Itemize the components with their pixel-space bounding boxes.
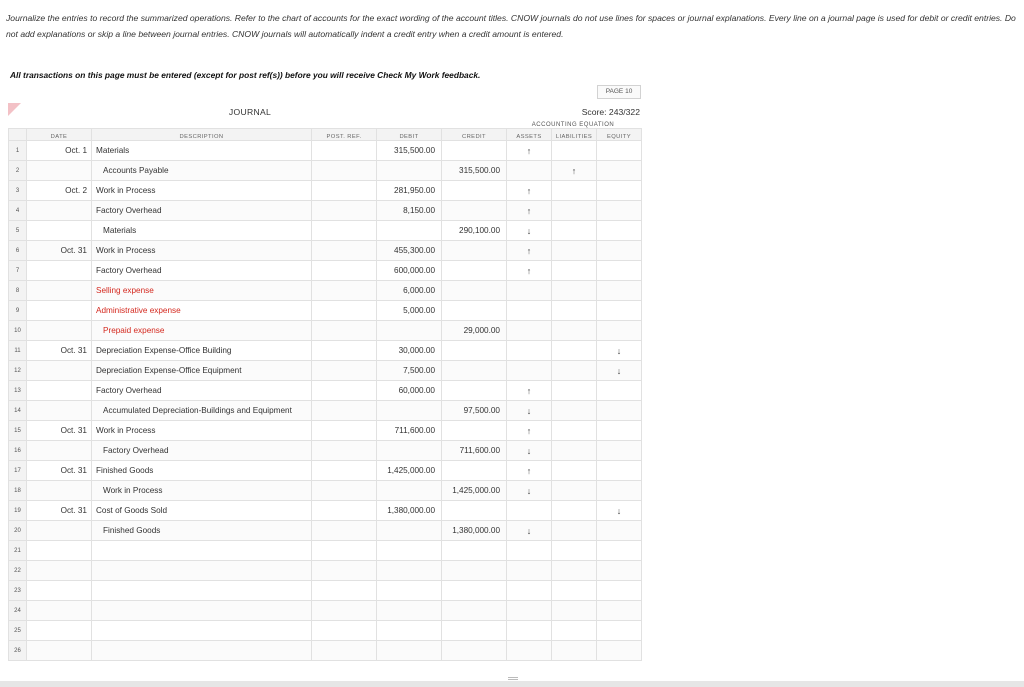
date-cell[interactable]	[27, 541, 92, 561]
debit-cell[interactable]: 5,000.00	[377, 301, 442, 321]
date-cell[interactable]	[27, 221, 92, 241]
row-number: 1	[9, 141, 27, 161]
debit-cell[interactable]: 315,500.00	[377, 141, 442, 161]
date-header: DATE	[27, 129, 92, 141]
credit-cell[interactable]	[442, 201, 507, 221]
post-ref-cell[interactable]	[312, 521, 377, 541]
post-ref-cell[interactable]	[312, 401, 377, 421]
date-cell[interactable]: Oct. 31	[27, 341, 92, 361]
description-cell[interactable]: Finished Goods	[92, 461, 312, 481]
journal-row	[9, 261, 642, 281]
equity-cell[interactable]	[597, 181, 642, 201]
post-ref-cell[interactable]	[312, 421, 377, 441]
credit-cell[interactable]: 97,500.00	[442, 401, 507, 421]
score-display: Score: 243/322	[581, 107, 640, 117]
description-cell[interactable]	[92, 601, 312, 621]
equity-cell[interactable]	[597, 641, 642, 661]
assets-cell[interactable]: ↑	[507, 141, 552, 161]
date-cell[interactable]	[27, 161, 92, 181]
equity-cell[interactable]	[597, 281, 642, 301]
date-cell[interactable]: Oct. 2	[27, 181, 92, 201]
assets-cell[interactable]: ↓	[507, 441, 552, 461]
assets-cell[interactable]	[507, 321, 552, 341]
post-ref-cell[interactable]	[312, 201, 377, 221]
post-ref-cell[interactable]	[312, 341, 377, 361]
credit-cell[interactable]	[442, 381, 507, 401]
post-ref-cell[interactable]	[312, 541, 377, 561]
date-cell[interactable]	[27, 401, 92, 421]
description-cell[interactable]: Materials	[92, 141, 312, 161]
equity-cell[interactable]	[597, 301, 642, 321]
row-number: 18	[9, 481, 27, 501]
description-cell[interactable]: Work in Process	[92, 481, 312, 501]
assets-cell[interactable]: ↑	[507, 241, 552, 261]
journal-row	[9, 541, 642, 561]
credit-cell[interactable]: 711,600.00	[442, 441, 507, 461]
error-flag-icon	[8, 103, 21, 116]
instructions-text: Journalize the entries to record the summarized operations. Refer to the chart of accounts for the exact wording of the account titles. CNOW journals do not use lines for spaces or journal explanations. Every line on a journal page is used for debit or credit entries. Do not add explanations or skip a line between journal entries. CNOW journals will automatically indent a credit entry when a credit amount is entered.	[6, 13, 1016, 39]
date-cell[interactable]	[27, 621, 92, 641]
accounting-equation-header: ACCOUNTING EQUATION	[531, 122, 615, 128]
journal-row	[9, 441, 642, 461]
liabilities-cell[interactable]	[552, 481, 597, 501]
post-ref-cell[interactable]	[312, 441, 377, 461]
assets-cell[interactable]	[507, 641, 552, 661]
equity-cell[interactable]	[597, 601, 642, 621]
assets-cell[interactable]: ↑	[507, 201, 552, 221]
credit-cell[interactable]	[442, 301, 507, 321]
debit-cell[interactable]: 455,300.00	[377, 241, 442, 261]
description-cell[interactable]: Work in Process	[92, 181, 312, 201]
equity-cell[interactable]	[597, 161, 642, 181]
row-number: 10	[9, 321, 27, 341]
liabilities-cell[interactable]	[552, 341, 597, 361]
assets-cell[interactable]	[507, 541, 552, 561]
description-cell[interactable]: Materials	[92, 221, 312, 241]
equity-cell[interactable]	[597, 561, 642, 581]
date-cell[interactable]	[27, 201, 92, 221]
debit-cell[interactable]: 7,500.00	[377, 361, 442, 381]
journal-row	[9, 421, 642, 441]
journal-row	[9, 161, 642, 181]
journal-row	[9, 461, 642, 481]
liabilities-cell[interactable]	[552, 201, 597, 221]
credit-cell[interactable]	[442, 341, 507, 361]
journal-row	[9, 301, 642, 321]
post-ref-cell[interactable]	[312, 561, 377, 581]
journal-row	[9, 181, 642, 201]
description-cell[interactable]	[92, 541, 312, 561]
credit-cell[interactable]	[442, 281, 507, 301]
journal-row	[9, 281, 642, 301]
debit-cell[interactable]	[377, 321, 442, 341]
post-ref-cell[interactable]	[312, 581, 377, 601]
row-number: 20	[9, 521, 27, 541]
assets-cell[interactable]: ↑	[507, 381, 552, 401]
debit-cell[interactable]: 60,000.00	[377, 381, 442, 401]
debit-header: DEBIT	[377, 129, 442, 141]
description-cell[interactable]: Cost of Goods Sold	[92, 501, 312, 521]
row-number: 9	[9, 301, 27, 321]
date-cell[interactable]	[27, 261, 92, 281]
date-cell[interactable]	[27, 361, 92, 381]
post-ref-cell[interactable]	[312, 461, 377, 481]
check-work-notice: All transactions on this page must be entered (except for post ref(s)) before you will receive Check My Work feedback.	[10, 70, 481, 80]
journal-row	[9, 581, 642, 601]
journal-row	[9, 201, 642, 221]
liabilities-cell[interactable]	[552, 321, 597, 341]
post-ref-cell[interactable]	[312, 321, 377, 341]
liabilities-cell[interactable]	[552, 561, 597, 581]
post-ref-cell[interactable]	[312, 181, 377, 201]
assets-cell[interactable]: ↑	[507, 261, 552, 281]
equity-cell[interactable]	[597, 481, 642, 501]
equity-cell[interactable]: ↓	[597, 501, 642, 521]
description-cell[interactable]: Factory Overhead	[92, 441, 312, 461]
post-ref-cell[interactable]	[312, 301, 377, 321]
credit-cell[interactable]	[442, 581, 507, 601]
journal-row	[9, 561, 642, 581]
liabilities-cell[interactable]	[552, 501, 597, 521]
post-ref-cell[interactable]	[312, 641, 377, 661]
row-number: 24	[9, 601, 27, 621]
liabilities-cell[interactable]	[552, 601, 597, 621]
description-cell[interactable]	[92, 641, 312, 661]
description-header: DESCRIPTION	[92, 129, 312, 141]
equity-cell[interactable]	[597, 381, 642, 401]
row-number: 3	[9, 181, 27, 201]
credit-cell[interactable]	[442, 141, 507, 161]
debit-cell[interactable]	[377, 621, 442, 641]
equity-cell[interactable]	[597, 321, 642, 341]
description-cell[interactable]: Factory Overhead	[92, 261, 312, 281]
assets-cell[interactable]: ↓	[507, 401, 552, 421]
post-ref-cell[interactable]	[312, 621, 377, 641]
credit-header: CREDIT	[442, 129, 507, 141]
date-cell[interactable]	[27, 581, 92, 601]
equity-cell[interactable]	[597, 141, 642, 161]
journal-row	[9, 141, 642, 161]
description-cell[interactable]: Selling expense	[92, 281, 312, 301]
assets-cell[interactable]	[507, 301, 552, 321]
description-cell[interactable]	[92, 561, 312, 581]
description-cell[interactable]: Depreciation Expense-Office Equipment	[92, 361, 312, 381]
journal-row	[9, 641, 642, 661]
journal-header-row	[9, 129, 642, 141]
post-ref-cell[interactable]	[312, 261, 377, 281]
journal-row	[9, 401, 642, 421]
liabilities-cell[interactable]	[552, 261, 597, 281]
liabilities-cell[interactable]	[552, 401, 597, 421]
debit-cell[interactable]	[377, 441, 442, 461]
debit-cell[interactable]	[377, 401, 442, 421]
description-cell[interactable]: Work in Process	[92, 241, 312, 261]
liabilities-cell[interactable]	[552, 301, 597, 321]
journal-table	[8, 128, 642, 661]
debit-cell[interactable]	[377, 601, 442, 621]
liabilities-cell[interactable]	[552, 361, 597, 381]
row-number: 7	[9, 261, 27, 281]
liabilities-cell[interactable]	[552, 521, 597, 541]
date-cell[interactable]: Oct. 31	[27, 241, 92, 261]
post-ref-cell[interactable]	[312, 381, 377, 401]
journal-row	[9, 521, 642, 541]
liabilities-cell[interactable]	[552, 621, 597, 641]
debit-cell[interactable]: 1,425,000.00	[377, 461, 442, 481]
liabilities-cell[interactable]	[552, 141, 597, 161]
date-cell[interactable]	[27, 281, 92, 301]
row-number: 2	[9, 161, 27, 181]
assets-cell[interactable]: ↑	[507, 181, 552, 201]
debit-cell[interactable]	[377, 541, 442, 561]
assets-cell[interactable]	[507, 581, 552, 601]
assets-header: ASSETS	[507, 129, 552, 141]
equity-cell[interactable]	[597, 621, 642, 641]
equity-cell[interactable]	[597, 441, 642, 461]
liabilities-cell[interactable]	[552, 281, 597, 301]
credit-cell[interactable]	[442, 561, 507, 581]
credit-cell[interactable]	[442, 461, 507, 481]
row-number: 13	[9, 381, 27, 401]
credit-cell[interactable]	[442, 181, 507, 201]
journal-row	[9, 621, 642, 641]
post-ref-cell[interactable]	[312, 501, 377, 521]
equity-cell[interactable]: ↓	[597, 341, 642, 361]
liabilities-cell[interactable]	[552, 241, 597, 261]
row-number: 25	[9, 621, 27, 641]
assets-cell[interactable]	[507, 161, 552, 181]
assets-cell[interactable]	[507, 561, 552, 581]
equity-cell[interactable]	[597, 261, 642, 281]
credit-cell[interactable]	[442, 241, 507, 261]
row-number: 23	[9, 581, 27, 601]
date-cell[interactable]	[27, 521, 92, 541]
assets-cell[interactable]: ↑	[507, 421, 552, 441]
row-number: 21	[9, 541, 27, 561]
equity-cell[interactable]	[597, 201, 642, 221]
post-ref-cell[interactable]	[312, 361, 377, 381]
liabilities-cell[interactable]	[552, 421, 597, 441]
liabilities-cell[interactable]	[552, 461, 597, 481]
date-cell[interactable]	[27, 601, 92, 621]
date-cell[interactable]	[27, 441, 92, 461]
liabilities-cell[interactable]	[552, 181, 597, 201]
post-ref-cell[interactable]	[312, 141, 377, 161]
post-ref-cell[interactable]	[312, 241, 377, 261]
date-cell[interactable]	[27, 321, 92, 341]
assets-cell[interactable]: ↑	[507, 461, 552, 481]
assets-cell[interactable]: ↓	[507, 481, 552, 501]
debit-cell[interactable]: 711,600.00	[377, 421, 442, 441]
row-number: 22	[9, 561, 27, 581]
journal-row	[9, 501, 642, 521]
post-ref-header: POST. REF.	[312, 129, 377, 141]
journal-row	[9, 481, 642, 501]
equity-header: EQUITY	[597, 129, 642, 141]
liabilities-cell[interactable]	[552, 641, 597, 661]
date-cell[interactable]	[27, 301, 92, 321]
assets-cell[interactable]: ↓	[507, 521, 552, 541]
journal-row	[9, 601, 642, 621]
description-cell[interactable]: Factory Overhead	[92, 201, 312, 221]
description-cell[interactable]: Administrative expense	[92, 301, 312, 321]
credit-cell[interactable]	[442, 261, 507, 281]
description-cell[interactable]	[92, 581, 312, 601]
post-ref-cell[interactable]	[312, 161, 377, 181]
debit-cell[interactable]: 600,000.00	[377, 261, 442, 281]
equity-cell[interactable]: ↓	[597, 361, 642, 381]
date-cell[interactable]	[27, 481, 92, 501]
post-ref-cell[interactable]	[312, 221, 377, 241]
date-cell[interactable]: Oct. 1	[27, 141, 92, 161]
debit-cell[interactable]: 30,000.00	[377, 341, 442, 361]
horizontal-scrollbar[interactable]	[0, 681, 1024, 687]
page-label: PAGE 10	[597, 85, 641, 99]
debit-cell[interactable]: 281,950.00	[377, 181, 442, 201]
date-cell[interactable]	[27, 561, 92, 581]
credit-cell[interactable]	[442, 601, 507, 621]
credit-cell[interactable]	[442, 641, 507, 661]
liabilities-header: LIABILITIES	[552, 129, 597, 141]
assets-cell[interactable]: ↓	[507, 221, 552, 241]
assets-cell[interactable]	[507, 621, 552, 641]
credit-cell[interactable]: 315,500.00	[442, 161, 507, 181]
liabilities-cell[interactable]	[552, 441, 597, 461]
equity-cell[interactable]	[597, 401, 642, 421]
row-number: 5	[9, 221, 27, 241]
assets-cell[interactable]	[507, 361, 552, 381]
row-number: 6	[9, 241, 27, 261]
description-cell[interactable]: Work in Process	[92, 421, 312, 441]
row-number: 26	[9, 641, 27, 661]
credit-cell[interactable]	[442, 621, 507, 641]
credit-cell[interactable]: 29,000.00	[442, 321, 507, 341]
liabilities-cell[interactable]	[552, 381, 597, 401]
journal-title: JOURNAL	[228, 107, 272, 117]
date-cell[interactable]: Oct. 31	[27, 501, 92, 521]
date-cell[interactable]	[27, 641, 92, 661]
post-ref-cell[interactable]	[312, 601, 377, 621]
row-number: 17	[9, 461, 27, 481]
debit-cell[interactable]	[377, 641, 442, 661]
description-cell[interactable]: Accumulated Depreciation-Buildings and Equipment	[92, 401, 312, 421]
assets-cell[interactable]	[507, 341, 552, 361]
liabilities-cell[interactable]	[552, 541, 597, 561]
assets-cell[interactable]	[507, 281, 552, 301]
credit-cell[interactable]	[442, 541, 507, 561]
row-number-header	[9, 129, 27, 141]
debit-cell[interactable]	[377, 521, 442, 541]
description-cell[interactable]: Accounts Payable	[92, 161, 312, 181]
row-number: 16	[9, 441, 27, 461]
assets-cell[interactable]	[507, 601, 552, 621]
debit-cell[interactable]	[377, 481, 442, 501]
credit-cell[interactable]: 1,425,000.00	[442, 481, 507, 501]
row-number: 8	[9, 281, 27, 301]
row-number: 14	[9, 401, 27, 421]
date-cell[interactable]: Oct. 31	[27, 461, 92, 481]
description-cell[interactable]	[92, 621, 312, 641]
journal-row	[9, 241, 642, 261]
row-number: 15	[9, 421, 27, 441]
row-number: 12	[9, 361, 27, 381]
equity-cell[interactable]	[597, 221, 642, 241]
description-cell[interactable]: Factory Overhead	[92, 381, 312, 401]
description-cell[interactable]: Depreciation Expense-Office Building	[92, 341, 312, 361]
liabilities-cell[interactable]	[552, 221, 597, 241]
debit-cell[interactable]	[377, 221, 442, 241]
journal-row	[9, 321, 642, 341]
row-number: 4	[9, 201, 27, 221]
equity-cell[interactable]	[597, 241, 642, 261]
debit-cell[interactable]: 8,150.00	[377, 201, 442, 221]
debit-cell[interactable]: 1,380,000.00	[377, 501, 442, 521]
description-cell[interactable]: Prepaid expense	[92, 321, 312, 341]
description-cell[interactable]: Finished Goods	[92, 521, 312, 541]
journal-row	[9, 361, 642, 381]
debit-cell[interactable]: 6,000.00	[377, 281, 442, 301]
credit-cell[interactable]	[442, 421, 507, 441]
liabilities-cell[interactable]: ↑	[552, 161, 597, 181]
credit-cell[interactable]	[442, 361, 507, 381]
credit-cell[interactable]: 1,380,000.00	[442, 521, 507, 541]
equity-cell[interactable]	[597, 461, 642, 481]
equity-cell[interactable]	[597, 521, 642, 541]
debit-cell[interactable]	[377, 161, 442, 181]
date-cell[interactable]: Oct. 31	[27, 421, 92, 441]
assets-cell[interactable]	[507, 501, 552, 521]
post-ref-cell[interactable]	[312, 281, 377, 301]
equity-cell[interactable]	[597, 541, 642, 561]
date-cell[interactable]	[27, 381, 92, 401]
equity-cell[interactable]	[597, 421, 642, 441]
row-number: 11	[9, 341, 27, 361]
credit-cell[interactable]	[442, 501, 507, 521]
liabilities-cell[interactable]	[552, 581, 597, 601]
post-ref-cell[interactable]	[312, 481, 377, 501]
journal-row	[9, 221, 642, 241]
resize-handle[interactable]	[508, 677, 518, 680]
equity-cell[interactable]	[597, 581, 642, 601]
row-number: 19	[9, 501, 27, 521]
journal-row	[9, 381, 642, 401]
debit-cell[interactable]	[377, 561, 442, 581]
debit-cell[interactable]	[377, 581, 442, 601]
journal-row	[9, 341, 642, 361]
credit-cell[interactable]: 290,100.00	[442, 221, 507, 241]
